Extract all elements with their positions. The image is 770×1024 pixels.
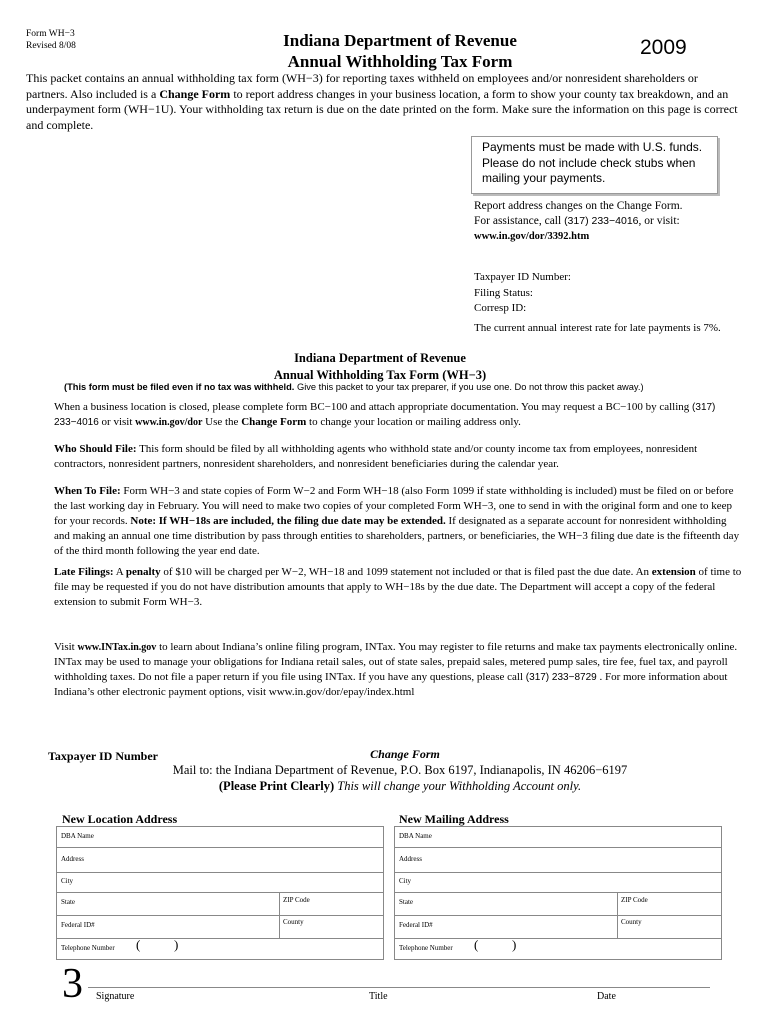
mail-state-label: State [399,898,413,906]
when-text-1: Form WH−3 and state copies of Form W−2 and Form WH−18 (also Form 1099 if state withholding is included) must be filed on or before the last working day in February. You will need to make two copies of your completed Form WH−3, one to send in with the original form and one to keep for your records. [54,485,734,527]
notice-box: Payments must be made with U.S. funds. Please do not include check stubs when mailing your payments. [471,136,718,194]
closed-paragraph [54,400,744,430]
section2-title: Annual Withholding Tax Form (WH−3) [273,368,487,382]
taxpayer-id-label: Taxpayer ID Number: [474,271,571,283]
loc-paren-open: ( [136,937,141,952]
change-form-title: Change Form [370,747,440,761]
loc-federal-id-label: Federal ID# [61,921,95,929]
closed-text-2: or visit [98,416,136,428]
intro-text: This packet contains an annual withholding tax form (WH−3) for reporting taxes withheld on employees and/or nonresident shareholders or partners. Also included is a [26,71,698,101]
late-filings-paragraph [54,565,744,610]
when-heading: When To File: [54,485,121,497]
mail-telephone-label: Telephone Number [399,944,453,952]
mail-address-label: Address [399,855,422,863]
visit-phone: (317) 233−8729 [525,672,597,683]
new-mailing-label: New Mailing Address [399,812,509,826]
closed-phone: (317) 233−4016 [54,402,716,428]
visit-text-2: to learn about Indiana’s online filing program, INTax. You may register to file returns and make tax payments electronically online. INTax may be used to manage your obligations for Indiana retail sales, out of state sales, prepaid sales, metered pump sales, tire fee, fuel tax, and payroll withholding taxes. Do not file a paper return if you file using INTax. If you have any questions, please call [54,641,738,683]
title-label: Title [369,991,388,1002]
loc-dba-input[interactable] [57,848,383,872]
mail-paren-open: ( [474,937,479,952]
closed-change-form: Change Form [241,416,307,428]
page-number: 3 [62,961,83,1007]
intro-change-form: Change Form [159,86,231,101]
loc-paren-close: ) [174,937,179,952]
closed-text-1: When a business location is closed, please complete form BC−100 and attach appropriate documentation. You may request a BC−100 by calling [54,401,693,413]
change-form-taxpayer-id: Taxpayer ID Number [48,749,159,763]
assistance-post: , or visit: [638,215,680,227]
agency-name: Indiana Department of Revenue [283,31,517,50]
late-text-2: of $10 will be charged per W−2, WH−18 and 1099 statement not included or that is filed past the due date. An [160,566,652,578]
mail-dba-label: DBA Name [399,832,432,840]
date-label: Date [597,991,616,1002]
signature-input[interactable] [88,988,710,1008]
mail-city-label: City [399,877,412,885]
mail-federal-id-label: Federal ID# [399,921,433,929]
when-to-file-paragraph [54,484,744,559]
loc-city-label: City [61,877,74,885]
visit-text-3: . For more information about Indiana’s other electronic payment options, visit www.in.gov/dor/epay/index.html [54,671,728,698]
assistance-url[interactable]: www.in.gov/dor/3392.htm [474,231,590,242]
loc-city-input[interactable] [57,893,383,915]
intax-url[interactable]: www.INTax.in.gov [77,642,157,653]
note-rest: Give this packet to your tax preparer, if you use one. Do not throw this packet away.) [294,382,644,392]
new-mailing-box [394,826,722,960]
tax-year: 2009 [640,36,687,59]
intro-text-end: to report address changes in your business location, a form to show your county tax breakdown, and an underpayment form (WH−1U). Your withholding tax return is due on the date printed on the form. Make sure the information on this page is correct and complete. [26,86,738,132]
print-clearly-line [150,778,650,794]
late-heading: Late Filings: [54,566,114,578]
when-text-2: If designated as a separate account for nonresident withholding and making an annual one time distribution by pass through entities to shareholders, partners, or beneficiaries, the WH−3 filing due date is the fifteenth day of the third month following the year end date. [54,515,740,557]
intax-paragraph [54,640,744,700]
assistance-pre: For assistance, call [474,215,565,227]
address-change-note: Report address changes on the Change Form. [474,200,683,212]
visit-text-1: Visit [54,641,78,653]
account-only-note: This will change your Withholding Account only. [334,779,582,793]
who-should-file-paragraph [54,442,744,472]
revised-date: Revised 8/08 [26,41,76,51]
mail-zip-label: ZIP Code [621,896,648,904]
section2-header [180,350,580,384]
mail-county-label: County [621,918,642,926]
print-clearly: (Please Print Clearly) [218,779,335,793]
filing-status-label: Filing Status: [474,286,533,299]
who-heading: Who Should File: [54,443,137,455]
section2-agency: Indiana Department of Revenue [294,351,466,365]
closed-url[interactable]: www.in.gov/dor [135,417,203,428]
closed-text-4: to change your location or mailing address only. [306,416,521,428]
mail-dba-input[interactable] [395,848,721,872]
loc-county-label: County [283,918,304,926]
late-text-3: of time to file may be requested if you do not have distribution amounts that apply to WH−18s by the due date. The Department will accept a copy of the federal extension to submit Form WH−3. [54,566,742,608]
interest-rate-note: The current annual interest rate for late payments is 7%. [474,322,721,334]
intro-paragraph [26,71,738,133]
loc-state-label: State [61,898,75,906]
note-bold: (This form must be filed even if no tax was withheld. [64,382,295,392]
loc-zip-label: ZIP Code [283,896,310,904]
new-location-box [56,826,384,960]
loc-address-input[interactable] [57,873,383,892]
loc-address-label: Address [61,855,84,863]
assistance-phone: (317) 233−4016 [564,215,639,227]
new-location-label: New Location Address [62,812,178,826]
section2-note [64,382,644,392]
late-penalty: penalty [125,566,161,578]
loc-telephone-label: Telephone Number [61,944,115,952]
account-info [474,270,571,317]
mail-city-input[interactable] [395,893,721,915]
who-text: This form should be filed by all withholding agents who withhold state and/or county income tax from employees, nonresident contractors, nonresident partners, nonresident shareholders, and nonresident beneficiaries during the calendar year. [54,443,698,470]
form-id: Form WH−3 [26,29,75,39]
signature-label: Signature [96,991,135,1002]
header-title-block [200,30,600,72]
loc-dba-label: DBA Name [61,832,94,840]
page-title: Annual Withholding Tax Form [287,52,513,71]
mail-address-input[interactable] [395,873,721,892]
assistance-line [474,214,744,229]
form-id-block [26,28,76,52]
late-text-1: A [113,566,126,578]
closed-text-3: Use the [202,416,242,428]
mail-to-address: Mail to: the Indiana Department of Revenue, P.O. Box 6197, Indianapolis, IN 46206−6197 [172,763,628,777]
when-note: Note: If WH−18s are included, the filing due date may be extended. [130,515,446,527]
change-form-mail [150,762,650,794]
right-info [474,199,744,244]
mail-paren-close: ) [512,937,517,952]
late-extension: extension [651,566,696,578]
corresp-id-label: Corresp ID: [474,302,527,314]
